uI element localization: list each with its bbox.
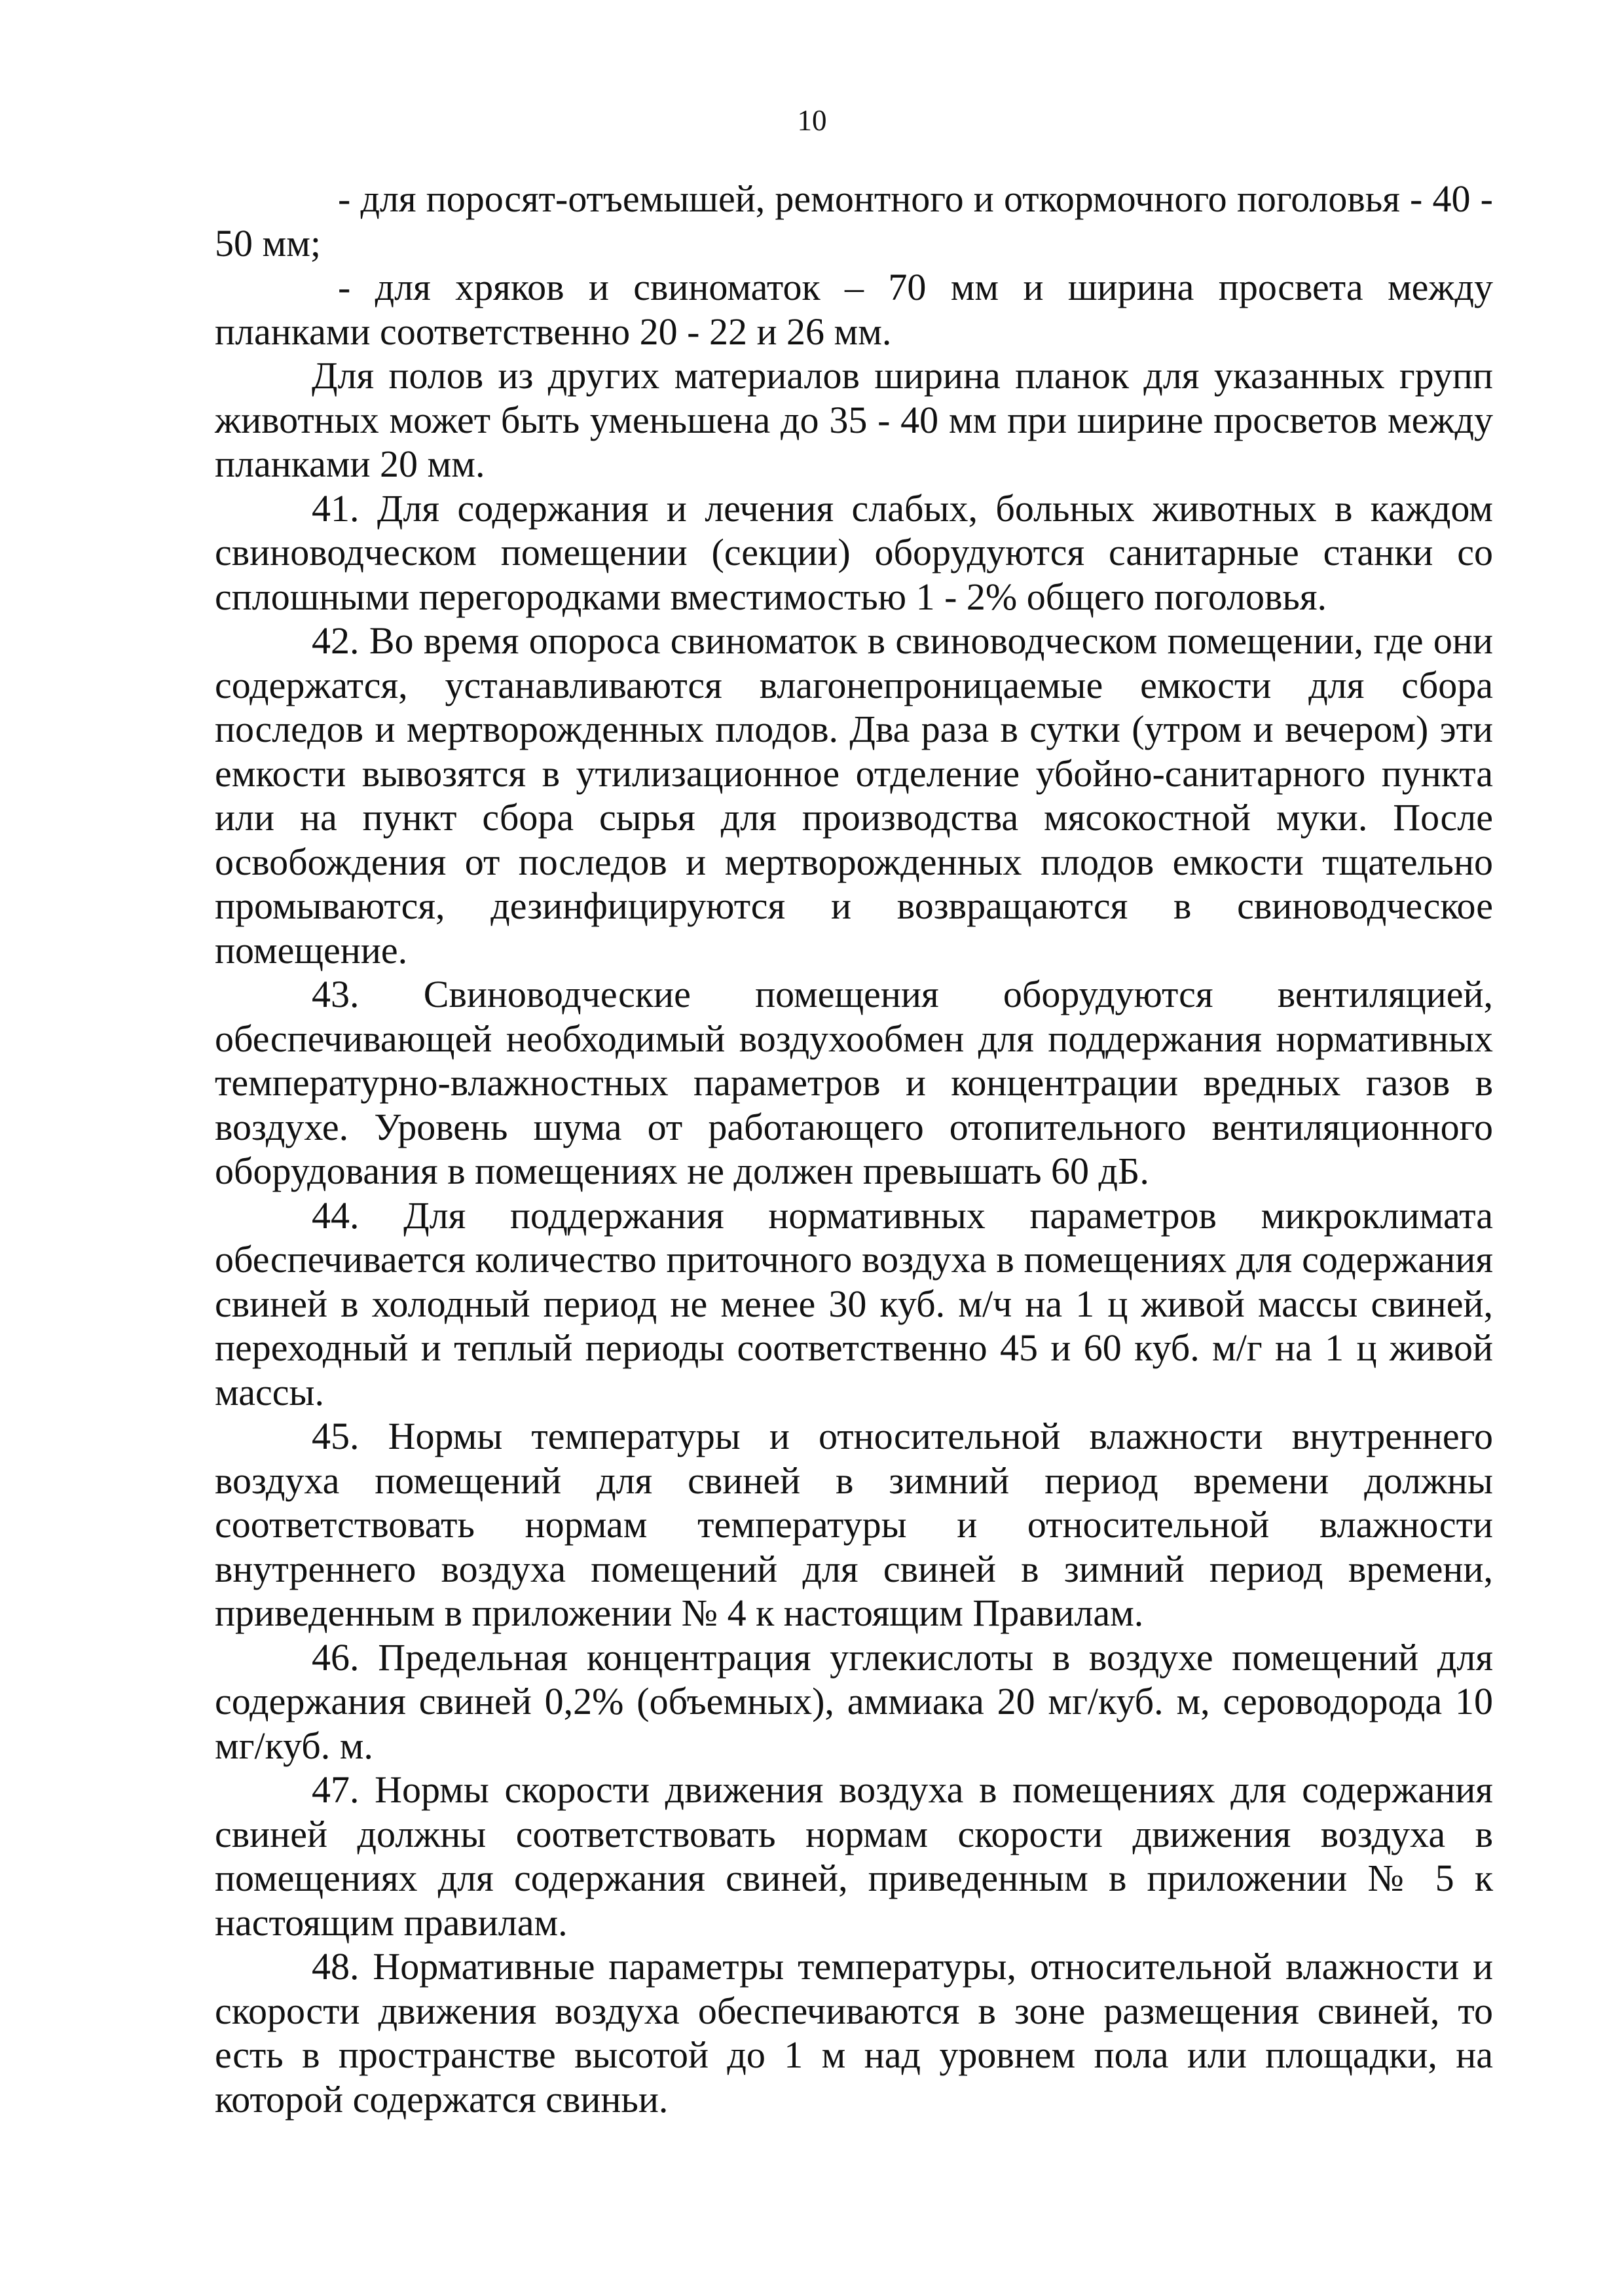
clause-44: 44. Для поддержания нормативных параметров микроклимата обеспечивается количество приточного воздуха в помещениях для содержания свиней в холодный период не менее 30 куб. м/ч на 1 ц живой массы свиней, переходный и теплый периоды соответственно 45 и 60 куб. м/г на 1 ц живой массы. bbox=[215, 1194, 1493, 1413]
list-item-boars-sows-slat-width: - для хряков и свиноматок – 70 мм и ширина просвета между планками соответственно 20 - 22 и 26 мм. bbox=[215, 266, 1493, 353]
clause-47: 47. Нормы скорости движения воздуха в помещениях для содержания свиней должны соответствовать нормам скорости движения воздуха в помещениях для содержания свиней, приведенным в приложении № 5 к настоящим правилам. bbox=[215, 1768, 1493, 1944]
document-body bbox=[215, 177, 1493, 2121]
clause-43: 43. Свиноводческие помещения оборудуются вентиляцией, обеспечивающей необходимый воздухообмен для поддержания нормативных температурно-влажностных параметров и концентрации вредных газов в воздухе. Уровень шума от работающего отопительного вентиляционного оборудования в помещениях не должен превышать 60 дБ. bbox=[215, 973, 1493, 1192]
page-number: 10 bbox=[797, 104, 827, 137]
clause-41: 41. Для содержания и лечения слабых, больных животных в каждом свиноводческом помещении (секции) оборудуются санитарные станки со сплошными перегородками вместимостью 1 - 2% общего поголовья. bbox=[215, 486, 1493, 618]
paragraph-other-floor-materials: Для полов из других материалов ширина планок для указанных групп животных может быть уменьшена до 35 - 40 мм при ширине просветов между планками 20 мм. bbox=[215, 354, 1493, 485]
clause-45: 45. Нормы температуры и относительной влажности внутреннего воздуха помещений для свиней в зимний период времени должны соответствовать нормам температуры и относительной влажности внутреннего воздуха помещений для свиней в зимний период времени, приведенным в приложении № 4 к настоящим Правилам. bbox=[215, 1415, 1493, 1634]
clause-46: 46. Предельная концентрация углекислоты в воздухе помещений для содержания свиней 0,2% (объемных), аммиака 20 мг/куб. м, сероводорода 10 мг/куб. м. bbox=[215, 1635, 1493, 1767]
list-item-piglets-slat-width: - для поросят-отъемышей, ремонтного и откормочного поголовья - 40 - 50 мм; bbox=[215, 177, 1493, 264]
clause-48: 48. Нормативные параметры температуры, относительной влажности и скорости движения воздуха обеспечиваются в зоне размещения свиней, то есть в пространстве высотой до 1 м над уровнем пола или площадки, на которой содержатся свиньи. bbox=[215, 1945, 1493, 2121]
clause-42: 42. Во время опороса свиноматок в свиноводческом помещении, где они содержатся, устанавливаются влагонепроницаемые емкости для сбора последов и мертворожденных плодов. Два раза в сутки (утром и вечером) эти емкости вывозятся в утилизационное отделение убойно-санитарного пункта или на пункт сбора сырья для производства мясокостной муки. После освобождения от последов и мертворожденных плодов емкости тщательно промываются, дезинфицируются и возвращаются в свиноводческое помещение. bbox=[215, 619, 1493, 972]
